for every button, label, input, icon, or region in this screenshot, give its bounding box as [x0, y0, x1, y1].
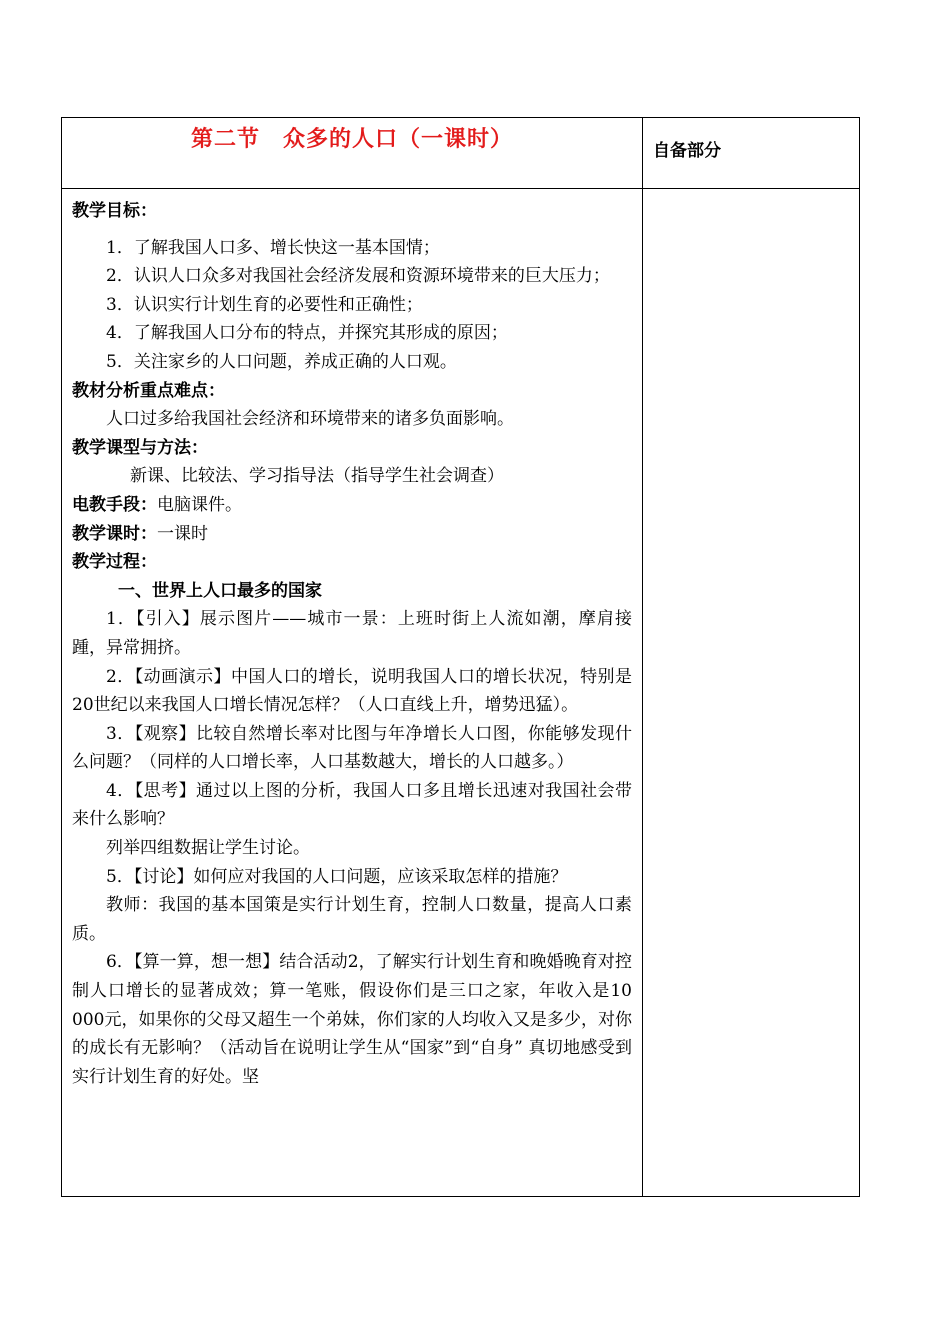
process-paragraph: 6．【算一算，想一想】结合活动2，了解实行计划生育和晚婚晚育对控制人口增长的显著成效；算一笔账，假设你们是三口之家，年收入是10 000元，如果你的父母又超生一个弟妹，你们家的人均收入又是多少，对你的成长有无影响？（活动旨在说明让学生从“国家”到“自身” 真切地感受到实行计划生育的好处。坚: [72, 952, 632, 1087]
method-heading: 教学课型与方法：: [72, 437, 208, 458]
process-paragraph: 教师：我国的基本国策是实行计划生育，控制人口数量，提高人口素质。: [72, 895, 632, 944]
side-notes-cell: [643, 189, 860, 1197]
objectives-heading: 教学目标：: [72, 201, 157, 221]
side-header-cell: [643, 118, 860, 189]
lesson-plan-table: [61, 117, 860, 1197]
section-heading: 一、世界上人口最多的国家: [118, 580, 322, 601]
process-paragraph: 3．【观察】比较自然增长率对比图与年净增长人口图，你能够发现什么问题？（同样的人口增长率，人口基数越大，增长的人口越多。）: [72, 723, 632, 773]
media-label: 电教手段：: [72, 494, 157, 515]
method-text: 新课、比较法、学习指导法（指导学生社会调查）: [130, 466, 504, 487]
process-heading: 教学过程：: [72, 552, 157, 573]
media-line: [72, 491, 632, 520]
objective-item: 5．关注家乡的人口问题，养成正确的人口观。: [106, 351, 457, 372]
process-paragraph: 2．【动画演示】中国人口的增长，说明我国人口的增长状况，特别是20世纪以来我国人口增长情况怎样？（人口直线上升，增势迅猛）。: [72, 666, 632, 716]
hours-label: 教学课时：: [72, 523, 157, 544]
objective-item: 1．了解我国人口多、增长快这一基本国情；: [106, 237, 440, 258]
hours-text: 一课时: [157, 523, 208, 544]
main-content-cell: [62, 189, 643, 1197]
media-text: 电脑课件。: [157, 494, 242, 515]
side-column-label: 自备部分: [653, 141, 721, 161]
analysis-text: 人口过多给我国社会经济和环境带来的诸多负面影响。: [106, 409, 514, 430]
lesson-content: [62, 189, 642, 1091]
process-paragraph: 列举四组数据让学生讨论。: [106, 838, 310, 859]
hours-line: [72, 520, 632, 549]
page-title: 第二节 众多的人口（一课时）: [190, 126, 513, 152]
objective-item: 3．认识实行计划生育的必要性和正确性；: [106, 294, 423, 315]
objective-item: 2．认识人口众多对我国社会经济发展和资源环境带来的巨大压力；: [106, 266, 610, 287]
title-cell: [62, 118, 643, 189]
analysis-heading: 教材分析重点难点：: [72, 380, 225, 401]
process-paragraph: 5．【讨论】如何应对我国的人口问题，应该采取怎样的措施？: [106, 866, 568, 887]
process-paragraph: 1．【引入】展示图片——城市一景：上班时街上人流如潮，摩肩接踵，异常拥挤。: [72, 609, 632, 658]
process-paragraph: 4．【思考】通过以上图的分析，我国人口多且增长迅速对我国社会带来什么影响？: [72, 780, 632, 830]
objective-item: 4．了解我国人口分布的特点，并探究其形成的原因；: [106, 323, 508, 344]
